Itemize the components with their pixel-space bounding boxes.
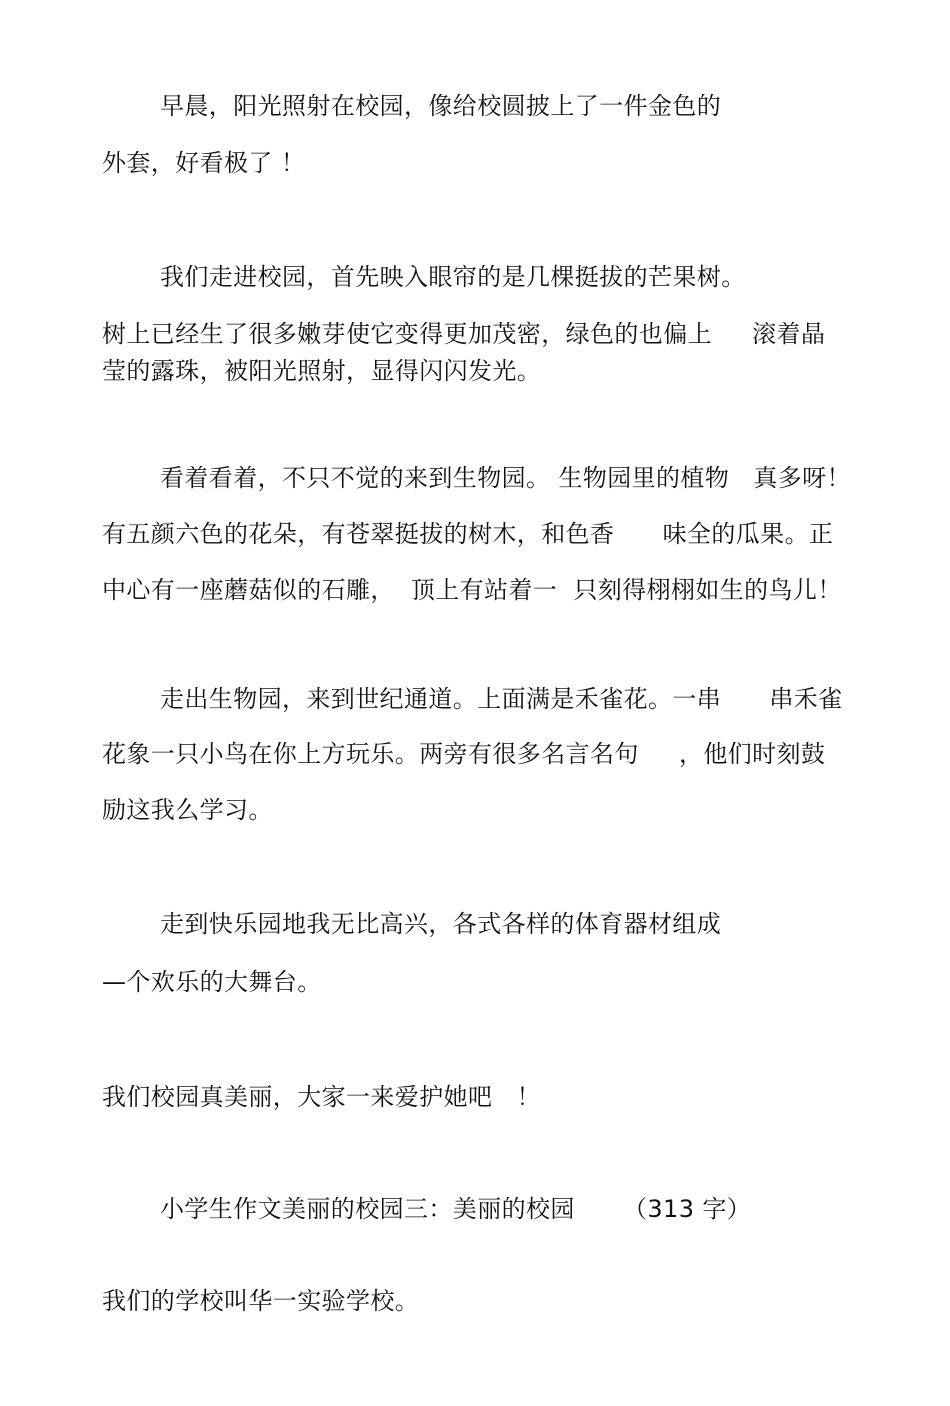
paragraph-1-line-1: 早晨，阳光照射在校园，像给校圆披上了一件金色的	[160, 92, 722, 120]
paragraph-5-line-2: —个欢乐的大舞台。	[102, 968, 322, 996]
paragraph-2-line-2: 树上已经生了很多嫩芽使它变得更加茂密，绿色的也偏上 滚着晶	[102, 320, 826, 348]
paragraph-4-line-1: 走出生物园，来到世纪通道。上面满是禾雀花。一串 串禾雀	[160, 685, 843, 713]
paragraph-4-line-3: 励这我么学习。	[102, 796, 273, 824]
paragraph-3-line-2: 有五颜六色的花朵，有苍翠挺拔的树木，和色香 味全的瓜果。正	[102, 520, 834, 548]
paragraph-3-line-1: 看着看着，不只不觉的来到生物园。 生物园里的植物 真多呀！	[160, 464, 851, 492]
paragraph-2-line-3: 莹的露珠，被阳光照射，显得闪闪发光。	[102, 357, 542, 385]
paragraph-5-line-1: 走到快乐园地我无比高兴，各式各样的体育器材组成	[160, 910, 722, 938]
paragraph-1-line-2: 外套，好看极了 ！	[102, 149, 306, 177]
paragraph-2-line-1: 我们走进校园，首先映入眼帘的是几棵挺拔的芒果树。	[160, 263, 746, 291]
paragraph-7-line-1: 我们的学校叫华一实验学校。	[102, 1287, 420, 1315]
section-heading: 小学生作文美丽的校园三：美丽的校园 （313 字）	[160, 1195, 752, 1223]
paragraph-4-line-2: 花象一只小鸟在你上方玩乐。两旁有很多名言名句 ，他们时刻鼓	[102, 740, 826, 768]
paragraph-3-line-3: 中心有一座蘑菇似的石雕， 顶上有站着一 只刻得栩栩如生的鸟儿！	[102, 576, 842, 604]
paragraph-6-line-1: 我们校园真美丽，大家一来爱护她吧 ！	[102, 1083, 541, 1111]
